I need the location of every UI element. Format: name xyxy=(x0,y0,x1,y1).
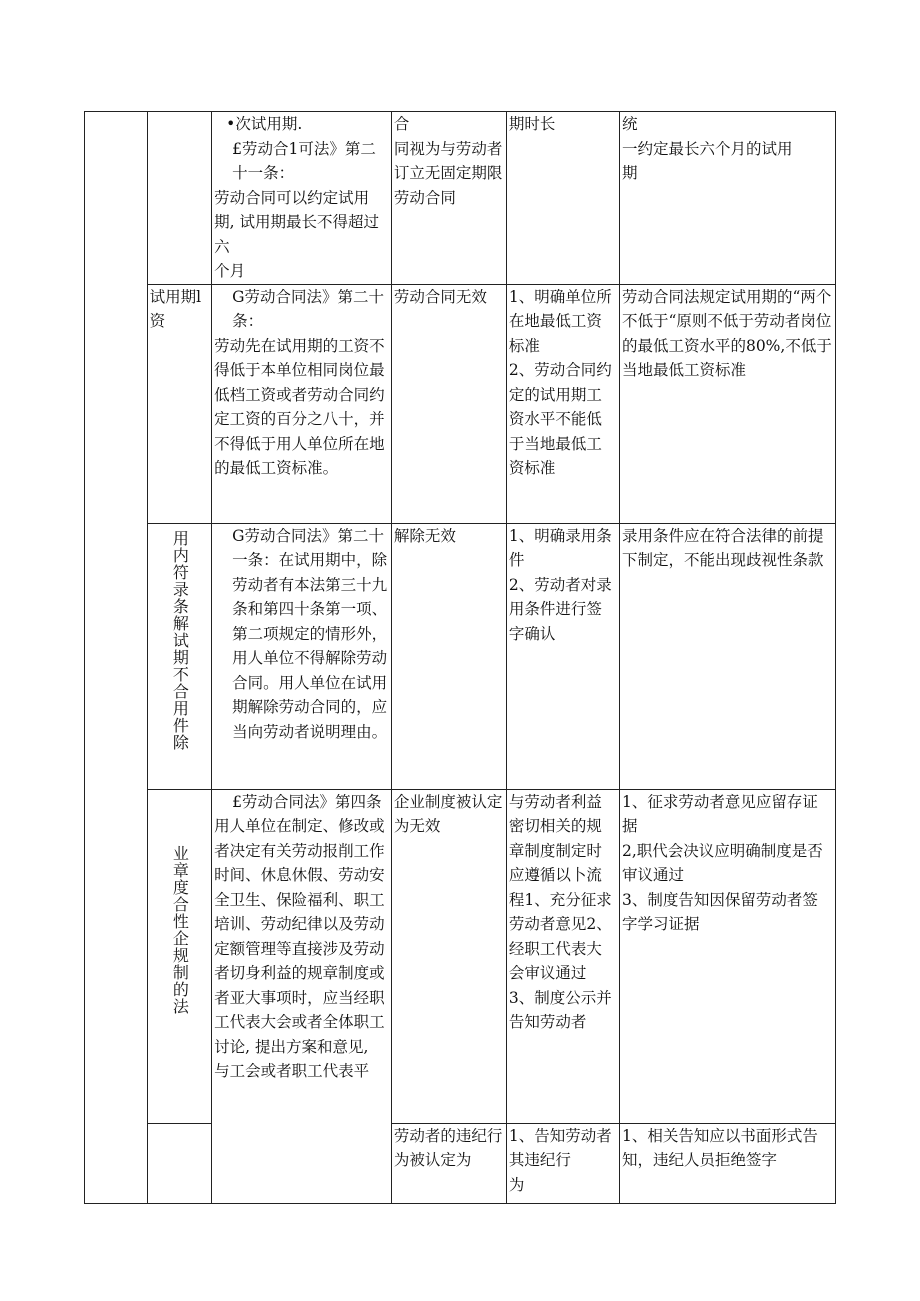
consequence-cell: 企业制度被认定为无效 xyxy=(391,789,506,1123)
measures-cell: 期时长 xyxy=(506,112,619,285)
notes-cell: 劳动合同法规定试用期的“两个不低于“原则不低于劳动者岗位的最低工资水平的80%,不低于当地最低工资标准 xyxy=(619,284,835,523)
law-text: 劳动先在试用期的工资不得低于本单位相同岗位最低档工资或者劳动合同约定工资的百分之八十，并不得低于用人单位所在地的最低工资标准。 xyxy=(214,336,385,477)
measures-cell: 1、明确录用条件 2、劳动者对录用条件进行签字确认 xyxy=(506,523,619,789)
law-text: G劳动合同法》第二十一条：在试用期中，除劳动者有本法第三十九条和第四十条第一项、第二项规定的情形外，用人单位不得解除劳动合同。用人单位在试用期解除劳动合同的，应当向劳动者说明理由。 xyxy=(232,526,388,741)
category-cell: 业章度合性企规制的法 xyxy=(147,789,212,1123)
table-row xyxy=(85,789,836,1123)
measures-cell: 1、明确单位所在地最低工资标准 2、劳动合同约定的试用期工资水平不能低于当地最低工资标准 xyxy=(506,284,619,523)
category-cell: 用内符录条解试期不合用件除 xyxy=(147,523,212,789)
table-row xyxy=(85,1123,836,1203)
consequence-cell: 劳动合同无效 xyxy=(391,284,506,523)
notes-cell: 1、相关告知应以书面形式告知，违纪人员拒绝签字 xyxy=(619,1123,835,1203)
consequence-cell: 劳动者的违纪行为被认定为 xyxy=(391,1123,506,1203)
notes-cell: 1、征求劳动者意见应留存证据 2,职代会决议应明确制度是否审议通过 3、制度告知因保留劳动者签字学习证据 xyxy=(619,789,835,1123)
law-text: £劳动合同法》第四条 xyxy=(232,792,382,811)
category-cell: 试用期l资 xyxy=(147,284,212,523)
law-text: G劳动合同法》第二十条： xyxy=(232,287,385,330)
law-text: •次试用期. xyxy=(226,115,303,133)
measures-cell: 1、告知劳动者其违纪行 为 xyxy=(506,1123,619,1203)
measures-cell: 与劳动者利益密切相关的规章制度制定时应遵循以卜流程1、充分征求劳动者意见2、经职工代表大会审议通过 3、制度公示并告知劳动者 xyxy=(506,789,619,1123)
law-cell xyxy=(212,789,392,1203)
law-text: 劳动合同可以约定试用期, 试用期最长不得超过六 xyxy=(214,188,380,256)
notes-cell: 统 一约定最长六个月的试用期 xyxy=(619,112,835,285)
outer-category-cell xyxy=(85,112,148,1204)
law-text: 个月 xyxy=(214,262,246,280)
consequence-cell: 解除无效 xyxy=(391,523,506,789)
law-cell xyxy=(212,523,392,789)
law-text: £劳动合1可法》第二十一条： xyxy=(232,139,376,182)
notes-cell: 录用条件应在符合法律的前提下制定，不能出现歧视性条款 xyxy=(619,523,835,789)
consequence-cell: 合 同视为与劳动者订立无固定期限劳动合同 xyxy=(391,112,506,285)
law-text: 用人单位在制定、修改或者决定有关劳动报削工作时间、休息休假、劳动安全卫生、保险福利、职工培训、劳动纪律以及劳动定额管理等直接涉及劳动者切身利益的规章制度或者亚大事项时，应当经职工代表大会或者全体职工讨论, 提出方案和意见, 与工会或者职工代表平 xyxy=(214,817,385,1080)
law-cell xyxy=(212,284,392,523)
law-cell xyxy=(212,112,392,285)
table-row xyxy=(85,284,836,523)
table-row xyxy=(85,523,836,789)
document-page xyxy=(84,111,836,1204)
category-cell xyxy=(147,112,212,285)
table-row xyxy=(85,112,836,285)
labor-law-table xyxy=(84,111,836,1204)
category-cell xyxy=(147,1123,212,1203)
